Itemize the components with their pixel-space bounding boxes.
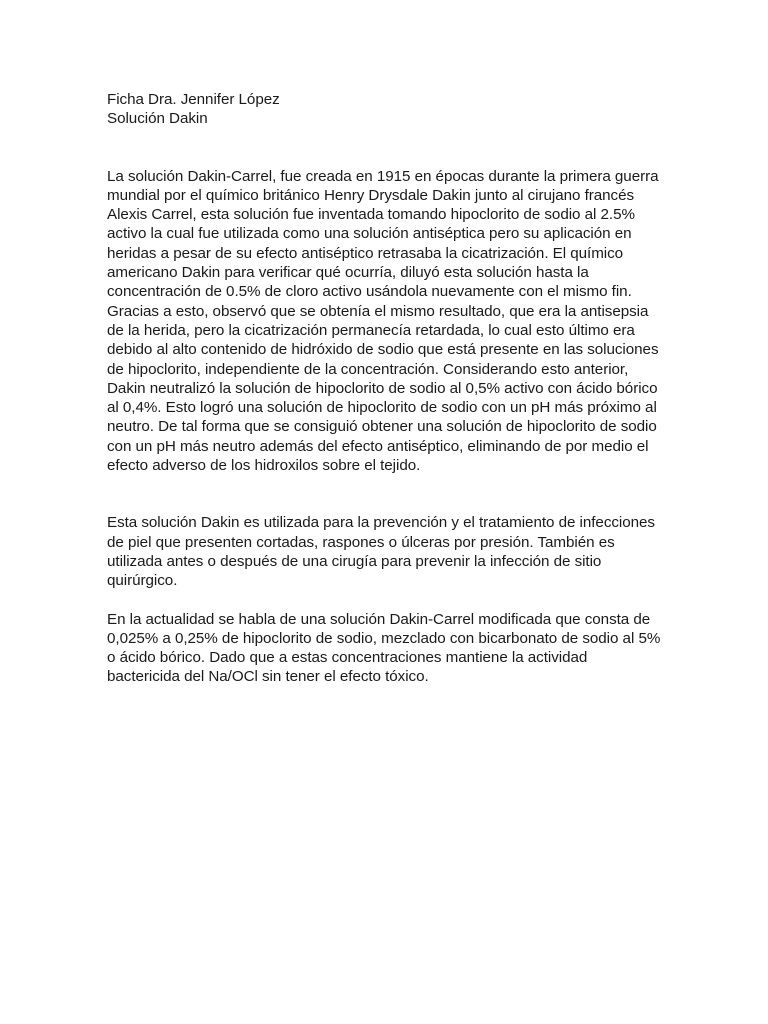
paragraph-line: quirúrgico.	[107, 572, 178, 590]
paragraph-3	[107, 610, 667, 687]
paragraph-line: Esta solución Dakin es utilizada para la prevención y el tratamiento de infecciones	[107, 514, 655, 532]
paragraph-line: Alexis Carrel, esta solución fue inventada tomando hipoclorito de sodio al 2.5%	[107, 206, 635, 224]
header-line: Solución Dakin	[107, 110, 208, 128]
paragraph-line: con un pH más neutro además del efecto antiséptico, eliminando de por medio el	[107, 437, 649, 455]
paragraph-line: de piel que presenten cortadas, raspones o úlceras por presión. También es	[107, 533, 615, 551]
paragraph-line: Dakin neutralizó la solución de hipoclorito de sodio al 0,5% activo con ácido bórico	[107, 379, 658, 397]
paragraph-line: heridas a pesar de su efecto antiséptico retrasaba la cicatrización. El químico	[107, 244, 624, 262]
paragraph-line: concentración de 0.5% de cloro activo usándola nuevamente con el mismo fin.	[107, 283, 632, 301]
document-header	[107, 90, 667, 129]
paragraph-line: mundial por el químico británico Henry Drysdale Dakin junto al cirujano francés	[107, 186, 635, 204]
paragraph-line: de hipoclorito, independiente de la concentración. Considerando esto anterior,	[107, 360, 629, 378]
paragraph-line: debido al alto contenido de hidróxido de sodio que está presente en las soluciones	[107, 341, 659, 359]
paragraph-line: En la actualidad se habla de una solución Dakin-Carrel modificada que consta de	[107, 610, 651, 628]
paragraph-1	[107, 167, 667, 476]
paragraph-line: de la herida, pero la cicatrización permanecía retardada, lo cual esto último era	[107, 321, 635, 339]
paragraph-line: Gracias a esto, observó que se obtenía el mismo resultado, que era la antisepsia	[107, 302, 649, 320]
header-line: Ficha Dra. Jennifer López	[107, 91, 280, 108]
paragraph-line: al 0,4%. Esto logró una solución de hipoclorito de sodio con un pH más próximo al	[107, 399, 657, 417]
paragraph-line: bactericida del Na/OCl sin tener el efecto tóxico.	[107, 668, 429, 686]
paragraph-line: activo la cual fue utilizada como una solución antiséptica pero su aplicación en	[107, 225, 632, 243]
paragraph-line: 0,025% a 0,25% de hipoclorito de sodio, mezclado con bicarbonato de sodio al 5%	[107, 629, 661, 647]
paragraph-2	[107, 513, 667, 590]
paragraph-line: La solución Dakin-Carrel, fue creada en 1915 en épocas durante la primera guerra	[107, 167, 659, 185]
paragraph-line: neutro. De tal forma que se consiguió obtener una solución de hipoclorito de sodio	[107, 418, 657, 436]
paragraph-line: americano Dakin para verificar qué ocurría, diluyó esta solución hasta la	[107, 264, 589, 282]
paragraph-line: o ácido bórico. Dado que a estas concentraciones mantiene la actividad	[107, 649, 588, 667]
paragraph-line: efecto adverso de los hidroxilos sobre el tejido.	[107, 457, 421, 475]
document-page	[107, 90, 667, 687]
paragraph-line: utilizada antes o después de una cirugía para prevenir la infección de sitio	[107, 552, 602, 570]
